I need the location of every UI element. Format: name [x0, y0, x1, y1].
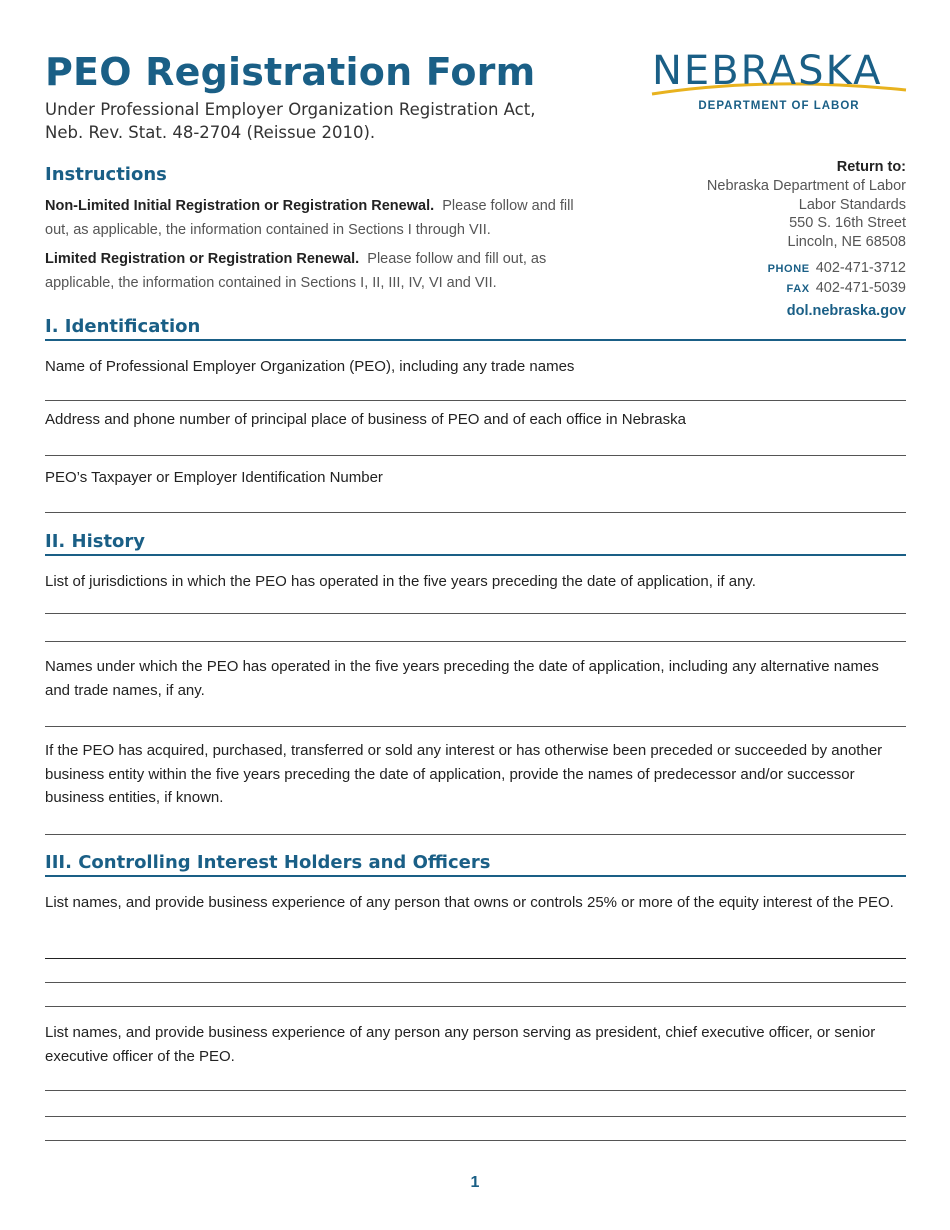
officers-label: List names, and provide business experience of any person any person serving as president, chief executive officer, or senior executive officer of the PEO. [45, 1024, 876, 1065]
return-division: Labor Standards [798, 196, 906, 213]
fax-label: FAX [786, 282, 810, 295]
logo-wordmark: NEBRASKA [652, 48, 883, 94]
subtitle-line-2: Neb. Rev. Stat. 48-2704 (Reissue 2010). [45, 123, 376, 142]
officers-field-1[interactable] [45, 1090, 906, 1091]
page-title: PEO Registration Form [45, 50, 536, 94]
officers-field-3[interactable] [45, 1140, 906, 1141]
return-address [707, 177, 906, 252]
return-street: 550 S. 16th Street [789, 215, 906, 232]
jurisdictions-label: List of jurisdictions in which the PEO has operated in the five years preceding the date of application, if any. [45, 573, 756, 590]
phone-row [768, 259, 906, 279]
section-history-heading: II. History [45, 531, 906, 556]
logo-department: DEPARTMENT OF LABOR [698, 100, 860, 112]
instruction-non-limited-title: Non-Limited Initial Registration or Registration Renewal. [45, 198, 435, 214]
instruction-non-limited-text: Please follow and fill out, as applicable, the information contained in Sections I through VII. [45, 198, 574, 238]
page-number: 1 [470, 1174, 480, 1191]
contact-phones [768, 259, 906, 298]
instructions-heading: Instructions [45, 164, 167, 185]
equity-holders-field-1[interactable] [45, 958, 906, 959]
peo-address-field[interactable] [45, 455, 906, 456]
phone-number: 402-471-3712 [815, 260, 906, 276]
equity-holders-label: List names, and provide business experience of any person that owns or controls 25% or more of the equity interest of the PEO. [45, 894, 894, 911]
return-org: Nebraska Department of Labor [706, 178, 906, 194]
subtitle-line-1: Under Professional Employer Organization Registration Act, [45, 100, 536, 119]
return-to-heading: Return to: [836, 159, 906, 175]
officers-field-2[interactable] [45, 1116, 906, 1117]
peo-address-label: Address and phone number of principal place of business of PEO and of each office in Nebraska [45, 411, 686, 428]
operating-names-field[interactable] [45, 726, 906, 727]
equity-holders-field-3[interactable] [45, 1006, 906, 1007]
instruction-limited-title: Limited Registration or Registration Renewal. [45, 251, 360, 267]
nebraska-dol-logo [648, 48, 910, 120]
phone-label: PHONE [767, 263, 810, 275]
peo-ein-field[interactable] [45, 512, 906, 513]
jurisdictions-field-2[interactable] [45, 641, 906, 642]
peo-name-field[interactable] [45, 400, 906, 401]
instruction-non-limited [45, 195, 585, 242]
return-city: Lincoln, NE 68508 [787, 234, 906, 251]
section-identification-heading: I. Identification [45, 316, 906, 341]
instruction-limited [45, 248, 585, 295]
jurisdictions-field-1[interactable] [45, 613, 906, 614]
page-subtitle [45, 98, 535, 144]
predecessor-successor-label: If the PEO has acquired, purchased, transferred or sold any interest or has otherwise been preceded or succeeded by another business entity within the five years preceding the date of application, provide the names of predecessor and/or successor business entities, if known. [45, 742, 883, 806]
operating-names-label: Names under which the PEO has operated in the five years preceding the date of application, including any alternative names and trade names, if any. [45, 658, 879, 699]
peo-name-label: Name of Professional Employer Organization (PEO), including any trade names [45, 358, 575, 375]
website-link[interactable]: dol.nebraska.gov [786, 303, 906, 319]
section-controlling-interest-heading: III. Controlling Interest Holders and Officers [45, 852, 906, 877]
predecessor-successor-field[interactable] [45, 834, 906, 835]
peo-ein-label: PEO’s Taxpayer or Employer Identification Number [45, 469, 383, 486]
fax-row [768, 279, 906, 299]
instruction-limited-text: Please follow and fill out, as applicable, the information contained in Sections I, II, III, IV, VI and VII. [45, 251, 547, 291]
fax-number: 402-471-5039 [815, 279, 906, 296]
equity-holders-field-2[interactable] [45, 982, 906, 983]
